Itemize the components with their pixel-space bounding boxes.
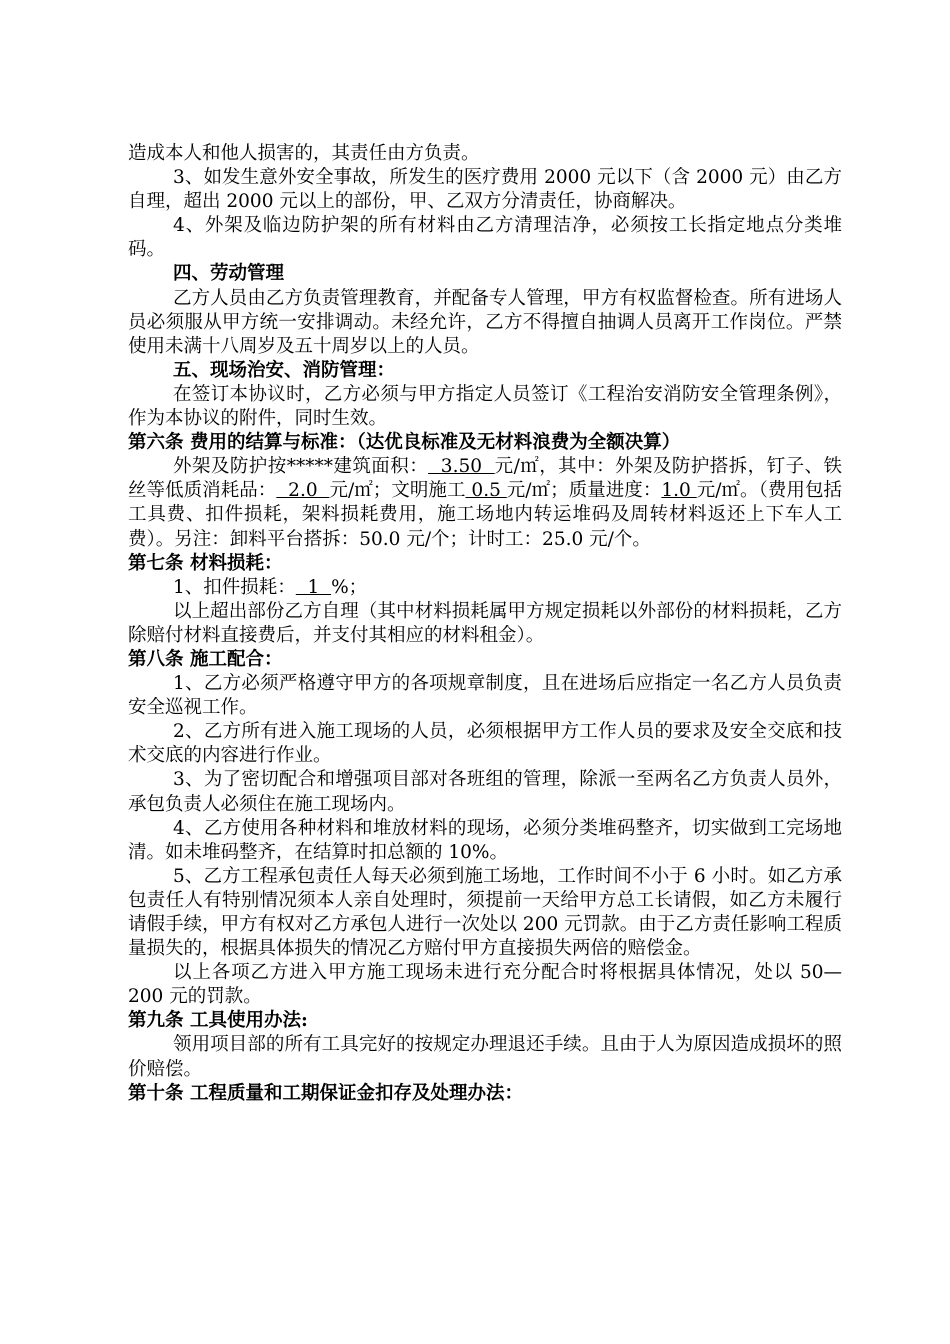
paragraph: 1、乙方必须严格遵守甲方的各项规章制度，且在进场后应指定一名乙方人员负责安全巡视工作。 <box>128 673 842 719</box>
paragraph: 造成本人和他人损害的，其责任由方负责。 <box>128 143 480 164</box>
text-run: 外架及防护按*****建筑面积： <box>173 456 429 478</box>
paragraph: 在签订本协议时，乙方必须与甲方指定人员签订《工程治安消防安全管理条例》，作为本协议的附件，同时生效。 <box>128 383 842 430</box>
paragraph: 3、如发生意外安全事故，所发生的医疗费用 2000 元以下（含 2000 元）由乙方自理，超出 2000 元以上的部份，甲、乙双方分清责任，协商解决。 <box>128 167 842 213</box>
article-heading: 第十条 工程质量和工期保证金扣存及处理办法： <box>128 1082 523 1104</box>
fill-in-value: 0.5 <box>465 480 507 502</box>
paragraph <box>128 576 842 600</box>
paragraph: 4、外架及临边防护架的所有材料由乙方清理洁净，必须按工长指定地点分类堆码。 <box>128 215 842 261</box>
paragraph <box>128 455 842 551</box>
paragraph: 乙方人员由乙方负责管理教育，并配备专人管理，甲方有权监督检查。所有进场人员必须服从甲方统一安排调动。未经允许，乙方不得擅自抽调人员离开工作岗位。严禁使用未满十八周岁及五十周岁以上的人员。 <box>128 287 842 357</box>
paragraph: 以上超出部份乙方自理（其中材料损耗属甲方规定损耗以外部份的材料损耗，乙方除赔付材料直接费后，并支付其相应的材料租金）。 <box>128 600 842 646</box>
text-run: 元/㎡；质量进度： <box>506 480 662 502</box>
document-body <box>128 142 842 1106</box>
fill-in-value: 1 <box>295 576 332 598</box>
text-run: 1、扣件损耗： <box>173 576 296 598</box>
fill-in-value: 3.50 <box>428 456 495 478</box>
text-run: 元/㎡，其中：外架及防护搭拆，钉子、铁丝等低质消耗品： <box>128 456 842 502</box>
fill-in-value: 1.0 <box>661 480 697 502</box>
section-heading: 五、现场治安、消防管理： <box>173 359 396 381</box>
section-heading: 四、劳动管理 <box>173 263 285 285</box>
paragraph: 2、乙方所有进入施工现场的人员，必须根据甲方工作人员的要求及安全交底和技术交底的内容进行作业。 <box>128 721 842 767</box>
article-heading: 第六条 费用的结算与标准：（达优良标准及无材料浪费为全额决算） <box>128 432 681 454</box>
paragraph: 3、为了密切配合和增强项目部对各班组的管理，除派一至两名乙方负责人员外，承包负责人必须住在施工现场内。 <box>128 769 842 815</box>
fill-in-value: 2.0 <box>276 480 330 502</box>
paragraph: 4、乙方使用各种材料和堆放材料的现场，必须分类堆码整齐，切实做到工完场地清。如未堆码整齐，在结算时扣总额的 10%。 <box>128 817 842 863</box>
text-run: %； <box>331 576 368 598</box>
paragraph: 领用项目部的所有工具完好的按规定办理退还手续。且由于人为原因造成损坏的照价赔偿。 <box>128 1034 842 1080</box>
article-heading: 第七条 材料损耗： <box>128 552 283 574</box>
paragraph: 5、乙方工程承包责任人每天必须到施工场地，工作时间不小于 6 小时。如乙方承包责任人有特别情况须本人亲自处理时，须提前一天给甲方总工长请假，如乙方未履行请假手续，甲方有权对乙方承包人进行一次处以 200 元罚款。由于乙方责任影响工程质量损失的，根据具体损失的情况乙方赔付甲方直接损失两倍的赔偿金。 <box>128 865 842 960</box>
article-heading: 第九条 工具使用办法: <box>128 1010 308 1032</box>
text-run: 元/㎡；文明施工 <box>329 480 466 502</box>
article-heading: 第八条 施工配合： <box>128 648 283 670</box>
paragraph: 以上各项乙方进入甲方施工现场未进行充分配合时将根据具体情况，处以 50—200 元的罚款。 <box>128 962 842 1008</box>
text-run: 元/㎡。（费用包括工具费、扣件损耗，架料损耗费用，施工场地内转运堆码及周转材料返还上下车人工费）。另注：卸料平台搭拆：50.0 元/个；计时工：25.0 元/个。 <box>128 480 843 550</box>
